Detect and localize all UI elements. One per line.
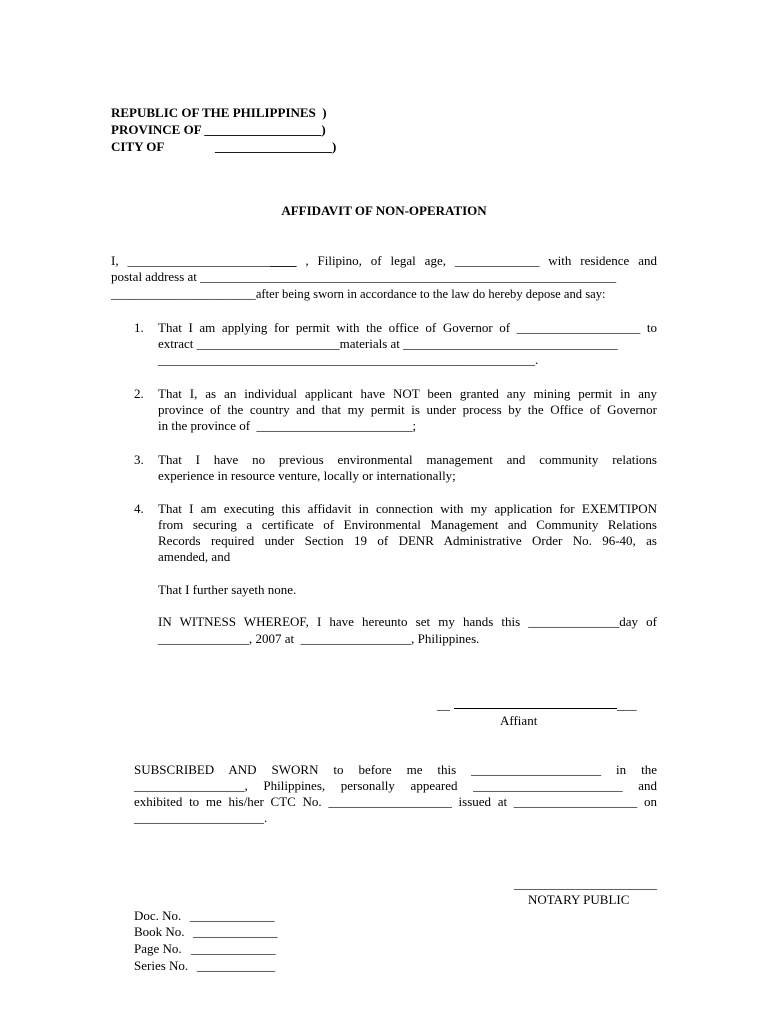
intro-line-3: _______________________after being sworn in accordance to the law do hereby depose and say: (111, 287, 606, 301)
document-title: AFFIDAVIT OF NON-OPERATION (281, 203, 487, 218)
record-page-blank: _____________ (191, 941, 276, 956)
header-city-blank: __________________) (215, 139, 337, 154)
item-4-line-4: amended, and (158, 549, 231, 564)
intro-line-2: postal address at ________________________________________________________________ (111, 269, 617, 284)
subscribed-line-3: exhibited to me his/her CTC No. ___________________ issued at ___________________ on (134, 794, 657, 809)
notary-label: NOTARY PUBLIC (528, 892, 630, 907)
item-3-line-2: experience in resource venture, locally or internationally; (158, 468, 456, 483)
record-doc-label: Doc. No. (134, 908, 182, 923)
record-series-label: Series No. (134, 958, 189, 973)
affiant-line-right: ___ (617, 697, 637, 712)
record-doc-blank: _____________ (190, 908, 275, 923)
subscribed-line-2: _________________, Philippines, personally appeared _______________________ and (134, 778, 657, 793)
item-4-number: 4. (134, 501, 144, 516)
item-2-line-1: That I, as an individual applicant have NOT been granted any mining permit in any (158, 386, 657, 401)
subscribed-line-1: SUBSCRIBED AND SWORN to before me this ____________________ in the (134, 762, 657, 777)
item-2-line-3: in the province of ________________________; (158, 418, 417, 433)
record-book-blank: _____________ (193, 924, 278, 939)
item-1-line-2: extract ______________________materials at _________________________________ (158, 336, 618, 351)
affiant-line-left: __ (437, 697, 450, 712)
affiant-signature-line (454, 708, 617, 709)
item-1-number: 1. (134, 320, 144, 335)
record-page-label: Page No. (134, 941, 182, 956)
item-4-line-1: That I am executing this affidavit in connection with my application for EXEMTIPON (158, 501, 657, 516)
intro-line-1-bold-blank: ____ (270, 253, 297, 268)
item-1-line-3: __________________________________________________________. (158, 352, 539, 367)
intro-line-1c: , Filipino, of legal age, _____________ with residence and (296, 253, 657, 268)
item-4-line-3: Records required under Section 19 of DENR Administrative Order No. 96-40, as (158, 533, 657, 548)
witness-line-1: IN WITNESS WHEREOF, I have hereunto set my hands this ______________day of (158, 614, 657, 629)
record-book-label: Book No. (134, 924, 185, 939)
header-republic: REPUBLIC OF THE PHILIPPINES ) (111, 105, 327, 120)
subscribed-line-4: ____________________. (134, 810, 268, 825)
item-1-line-1: That I am applying for permit with the office of Governor of ___________________ to (158, 320, 657, 335)
item-3-line-1: That I have no previous environmental management and community relations (158, 452, 657, 467)
item-3-number: 3. (134, 452, 144, 467)
intro-line-1a: I, ______________________ (111, 253, 271, 268)
affiant-label: Affiant (500, 713, 538, 728)
item-2-line-2: province of the country and that my permit is under process by the Office of Governor (158, 402, 657, 417)
notary-signature-line: ______________________ (514, 876, 657, 891)
intro-line-1 (111, 253, 657, 269)
record-series-blank: ____________ (197, 958, 275, 973)
header-city-label: CITY OF (111, 139, 165, 154)
further-sayeth: That I further sayeth none. (158, 582, 297, 597)
witness-line-2: ______________, 2007 at _________________, Philippines. (158, 631, 480, 646)
item-2-number: 2. (134, 386, 144, 401)
header-province: PROVINCE OF __________________) (111, 122, 326, 137)
item-4-line-2: from securing a certificate of Environmental Management and Community Relations (158, 517, 657, 532)
